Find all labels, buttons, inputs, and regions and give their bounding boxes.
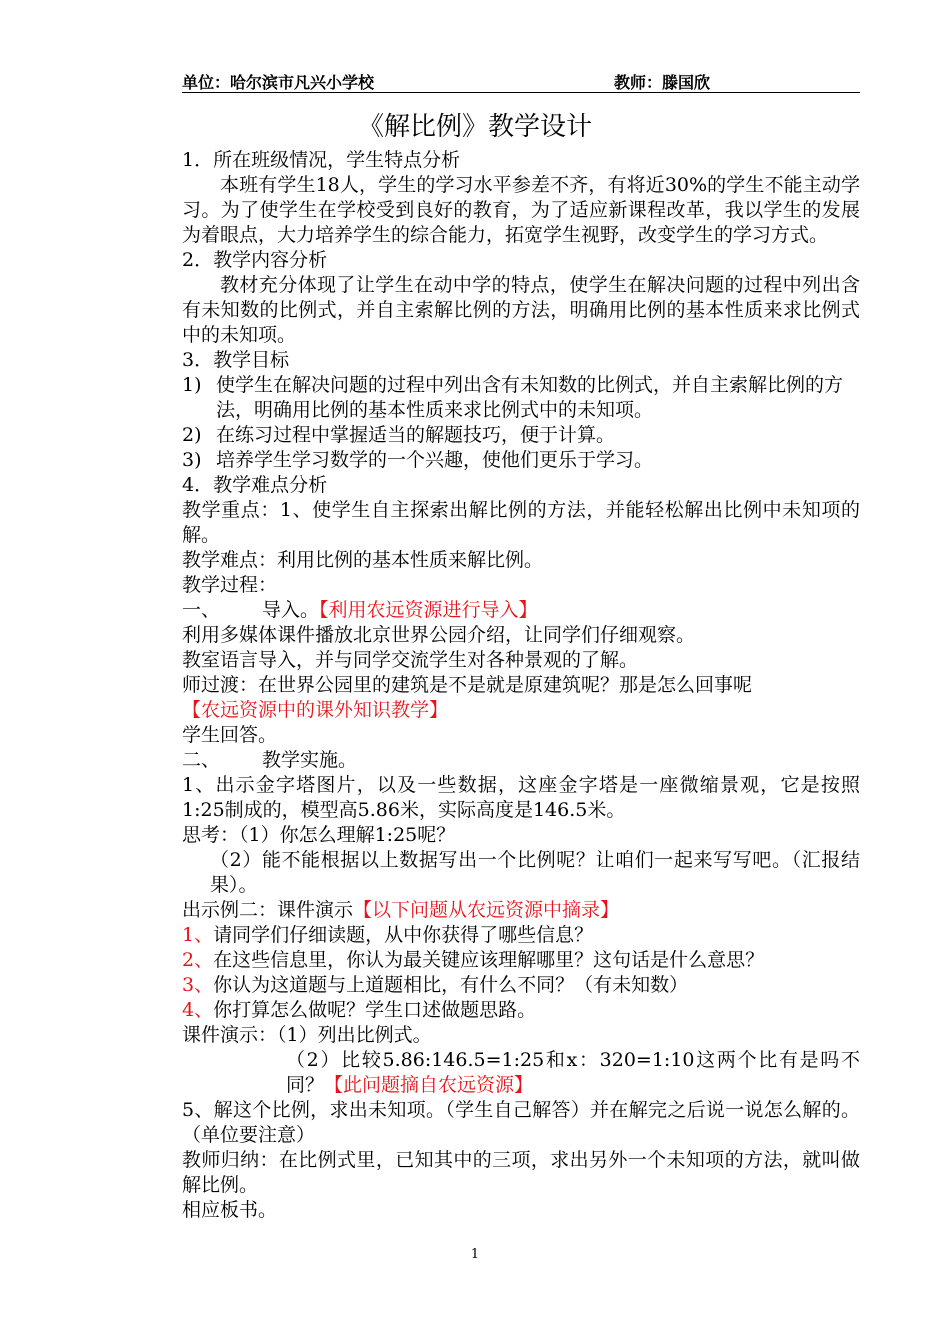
section-1-heading: 1．所在班级情况，学生特点分析 bbox=[182, 149, 461, 171]
document-body bbox=[182, 148, 860, 1223]
part-1-resource-tag-2: 【农远资源中的课外知识教学】 bbox=[182, 699, 449, 721]
demo-line-2-resource-tag: 【此问题摘自农远资源】 bbox=[324, 1074, 534, 1096]
part-2-number: 二、 bbox=[182, 749, 221, 771]
goal-item bbox=[182, 448, 860, 473]
goal-text: 使学生在解决问题的过程中列出含有未知数的比例式，并自主索解比例的方法，明确用比例的基本性质来求比例式中的未知项。 bbox=[216, 374, 844, 421]
question-item bbox=[182, 973, 860, 998]
part-2-heading bbox=[182, 748, 860, 773]
part-2-label: 教学实施。 bbox=[262, 749, 358, 771]
question-text: 在这些信息里，你认为最关键应该理解哪里？这句话是什么意思？ bbox=[213, 949, 765, 971]
question-number: 3、 bbox=[182, 974, 214, 996]
question-text: 你认为这道题与上道题相比，有什么不同？（有未知数） bbox=[213, 974, 689, 996]
part-1-heading bbox=[182, 598, 860, 623]
question-text: 你打算怎么做呢？学生口述做题思路。 bbox=[213, 999, 537, 1021]
question-number: 1、 bbox=[182, 924, 214, 946]
think-question-1: 思考：（1）你怎么理解1:25呢？ bbox=[182, 824, 456, 846]
part-2-line: 5、解这个比例，求出未知项。（学生自己解答）并在解完之后说一说怎么解的。（单位要注意） bbox=[182, 1099, 860, 1146]
part-1-line: 利用多媒体课件播放北京世界公园介绍，让同学们仔细观察。 bbox=[182, 624, 696, 646]
demo-line-1: 课件演示：（1）列出比例式。 bbox=[182, 1024, 432, 1046]
question-text: 请同学们仔细读题，从中你获得了哪些信息？ bbox=[213, 924, 594, 946]
demo-line-2 bbox=[182, 1048, 860, 1098]
question-item bbox=[182, 948, 860, 973]
question-number: 4、 bbox=[182, 999, 214, 1021]
demo-line-2-text: （2）比较5.86:146.5=1:25和x：320=1:10这两个比有是吗不同？ bbox=[286, 1049, 860, 1096]
document-title: 《解比例》教学设计 bbox=[357, 112, 592, 142]
goal-number: 3) bbox=[182, 449, 202, 471]
example-2-heading bbox=[182, 898, 860, 923]
part-2-line: 1、出示金字塔图片，以及一些数据，这座金字塔是一座微缩景观，它是按照1:25制成的，模型高5.86米，实际高度是146.5米。 bbox=[182, 774, 860, 821]
teaching-difficulty: 教学难点：利用比例的基本性质来解比例。 bbox=[182, 549, 544, 571]
goal-number: 2) bbox=[182, 424, 202, 446]
section-2-heading: 2．教学内容分析 bbox=[182, 249, 328, 271]
goal-text: 培养学生学习数学的一个兴趣，使他们更乐于学习。 bbox=[216, 449, 654, 471]
example-2-label: 出示例二：课件演示 bbox=[182, 899, 354, 921]
question-item bbox=[182, 998, 860, 1023]
teaching-process-label: 教学过程： bbox=[182, 574, 278, 596]
section-1-paragraph: 本班有学生18人，学生的学习水平参差不齐，有将近30%的学生不能主动学习。为了使学生在学校受到良好的教育，为了适应新课程改革，我以学生的发展为着眼点，大力培养学生的综合能力，拓宽学生视野，改变学生的学习方式。 bbox=[182, 174, 860, 246]
goal-number: 1) bbox=[182, 374, 202, 396]
part-1-number: 一、 bbox=[182, 599, 221, 621]
section-4-heading: 4．教学难点分析 bbox=[182, 474, 328, 496]
section-3-heading: 3．教学目标 bbox=[182, 349, 290, 371]
goal-text: 在练习过程中掌握适当的解题技巧，便于计算。 bbox=[216, 424, 616, 446]
question-item bbox=[182, 923, 860, 948]
part-1-resource-tag: 【利用农远资源进行导入】 bbox=[319, 599, 538, 621]
page-header bbox=[182, 70, 860, 93]
teaching-key-point: 教学重点：1、使学生自主探索出解比例的方法，并能轻松解出比例中未知项的解。 bbox=[182, 499, 860, 546]
goal-item bbox=[182, 373, 860, 423]
part-1-line: 师过渡：在世界公园里的建筑是不是就是原建筑呢？那是怎么回事呢 bbox=[182, 674, 753, 696]
header-teacher: 教师：滕国欣 bbox=[614, 73, 711, 92]
think-question-2: （2）能不能根据以上数据写出一个比例呢？让咱们一起来写写吧。（汇报结果）。 bbox=[210, 849, 860, 896]
section-2-paragraph: 教材充分体现了让学生在动中学的特点，使学生在解决问题的过程中列出含有未知数的比例式，并自主索解比例的方法，明确用比例的基本性质来求比例式中的未知项。 bbox=[182, 274, 860, 346]
part-1-label: 导入。 bbox=[262, 599, 320, 621]
question-number: 2、 bbox=[182, 949, 214, 971]
example-2-resource-tag: 【以下问题从农远资源中摘录】 bbox=[353, 899, 620, 921]
part-1-line: 教室语言导入，并与同学交流学生对各种景观的了解。 bbox=[182, 649, 639, 671]
goal-item bbox=[182, 423, 860, 448]
teacher-summary: 教师归纳：在比例式里，已知其中的三项，求出另外一个未知项的方法，就叫做解比例。 bbox=[182, 1149, 860, 1196]
part-1-line: 学生回答。 bbox=[182, 724, 278, 746]
header-unit: 单位：哈尔滨市凡兴小学校 bbox=[182, 73, 375, 92]
board-writing: 相应板书。 bbox=[182, 1199, 278, 1221]
page-number: 1 bbox=[470, 1247, 480, 1262]
